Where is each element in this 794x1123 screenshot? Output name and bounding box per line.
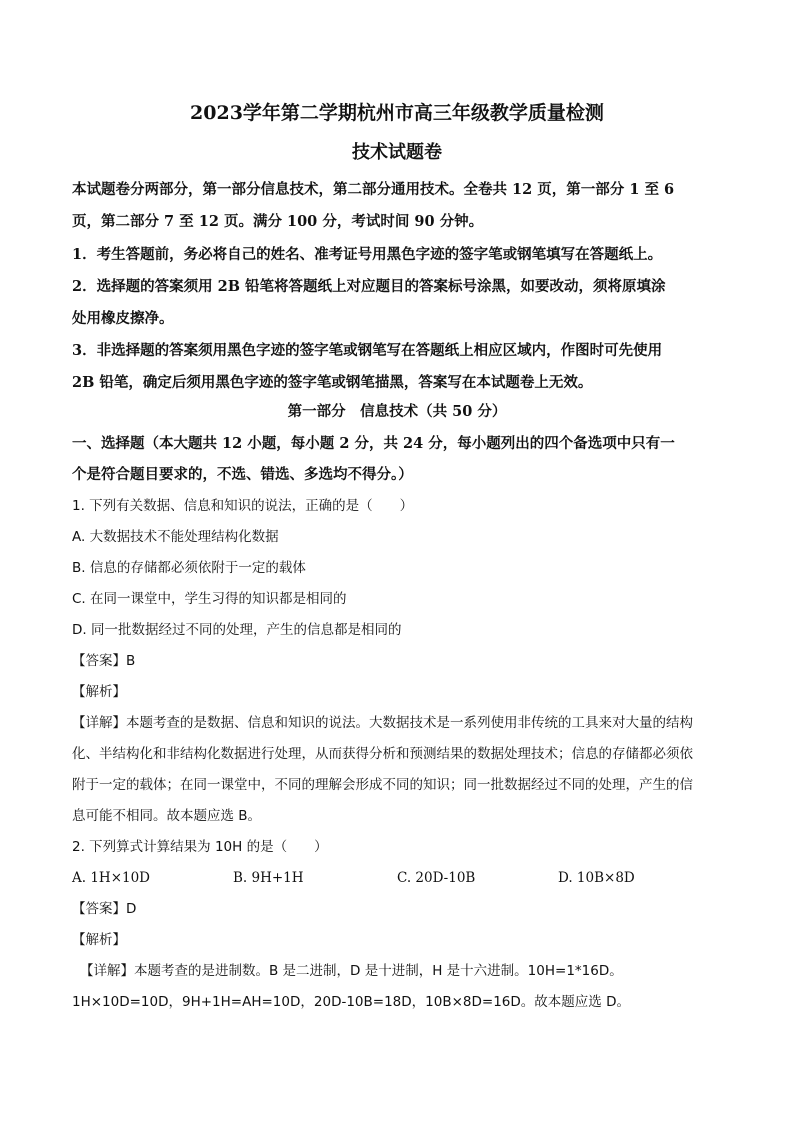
notice-3-line-2: 2B 铅笔，确定后须用黑色字迹的签字笔或钢笔描黑，答案写在本试题卷上无效。 <box>72 374 593 391</box>
q2-answer <box>72 899 722 919</box>
notice-3-line-1: 3．非选择题的答案须用黑色字迹的签字笔或钢笔写在答题纸上相应区域内，作图时可先使用 <box>72 342 663 359</box>
q1-analysis-label <box>72 682 722 702</box>
q2-detail-line-2: 1H×10D=10D，9H+1H=AH=10D，20D-10B=18D，10B×8D=16D。故本题应选 D。 <box>72 994 630 1010</box>
q2-option-a: A. 1H×10D <box>72 870 151 886</box>
q1-option-c: C. 在同一课堂中，学生习得的知识都是相同的 <box>72 591 347 607</box>
q1-option-d: D. 同一批数据经过不同的处理，产生的信息都是相同的 <box>72 622 402 638</box>
analysis-label: 【解析】 <box>72 932 126 948</box>
answer-value: D <box>126 901 137 917</box>
answer-value: B <box>126 653 136 669</box>
q2-option-b: B. 9H+1H <box>233 870 304 886</box>
answer-label: 【答案】 <box>72 653 126 669</box>
q1-detail-line-1 <box>72 713 722 733</box>
intro-line-1: 本试题卷分两部分，第一部分信息技术，第二部分通用技术。全卷共 12 页，第一部分 1 至 6 <box>72 181 675 198</box>
q2-analysis-label <box>72 930 722 950</box>
q1-stem: 1. 下列有关数据、信息和知识的说法，正确的是（ ） <box>72 498 414 514</box>
q2-stem: 2. 下列算式计算结果为 10H 的是（ ） <box>72 839 328 855</box>
q1-option-a: A. 大数据技术不能处理结构化数据 <box>72 529 279 545</box>
notice-2-line-1: 2．选择题的答案须用 2B 铅笔将答题纸上对应题目的答案标号涂黑，如要改动，须将原填涂 <box>72 278 666 295</box>
detail-text: 本题考查的是进制数。B 是二进制，D 是十进制，H 是十六进制。10H=1*16D。 <box>134 963 623 979</box>
q2-detail-line-1 <box>80 961 730 981</box>
intro-line-2: 页，第二部分 7 至 12 页。满分 100 分，考试时间 90 分钟。 <box>72 213 484 230</box>
q1-detail-line-3: 附于一定的载体；在同一课堂中，不同的理解会形成不同的知识；同一批数据经过不同的处理，产生的信 <box>72 777 693 793</box>
page-title: 2023学年第二学期杭州市高三年级教学质量检测 <box>190 102 604 124</box>
detail-label: 【详解】 <box>80 963 134 979</box>
q1-detail-line-4: 息可能不相同。故本题应选 B。 <box>72 808 262 824</box>
q1-answer <box>72 651 722 671</box>
section-heading-line-1: 一、选择题（本大题共 12 小题，每小题 2 分，共 24 分，每小题列出的四个备选项中只有一 <box>72 435 675 452</box>
page-subtitle: 技术试题卷 <box>352 142 442 163</box>
answer-label: 【答案】 <box>72 901 126 917</box>
q1-option-b: B. 信息的存储都必须依附于一定的载体 <box>72 560 306 576</box>
q2-option-c: C. 20D-10B <box>397 870 476 886</box>
notice-2-line-2: 处用橡皮擦净。 <box>72 310 174 327</box>
notice-1: 1．考生答题前，务必将自己的姓名、准考证号用黑色字迹的签字笔或钢笔填写在答题纸上。 <box>72 246 663 263</box>
section-heading-line-2: 个是符合题目要求的，不选、错选、多选均不得分。） <box>72 466 413 483</box>
part1-heading: 第一部分 信息技术（共 50 分） <box>287 403 507 420</box>
analysis-label: 【解析】 <box>72 684 126 700</box>
detail-text: 本题考查的是数据、信息和知识的说法。大数据技术是一系列使用非传统的工具来对大量的结构 <box>126 715 693 731</box>
detail-label: 【详解】 <box>72 715 126 731</box>
q1-detail-line-2: 化、半结构化和非结构化数据进行处理，从而获得分析和预测结果的数据处理技术；信息的存储都必须依 <box>72 746 693 762</box>
q2-option-d: D. 10B×8D <box>558 870 635 886</box>
